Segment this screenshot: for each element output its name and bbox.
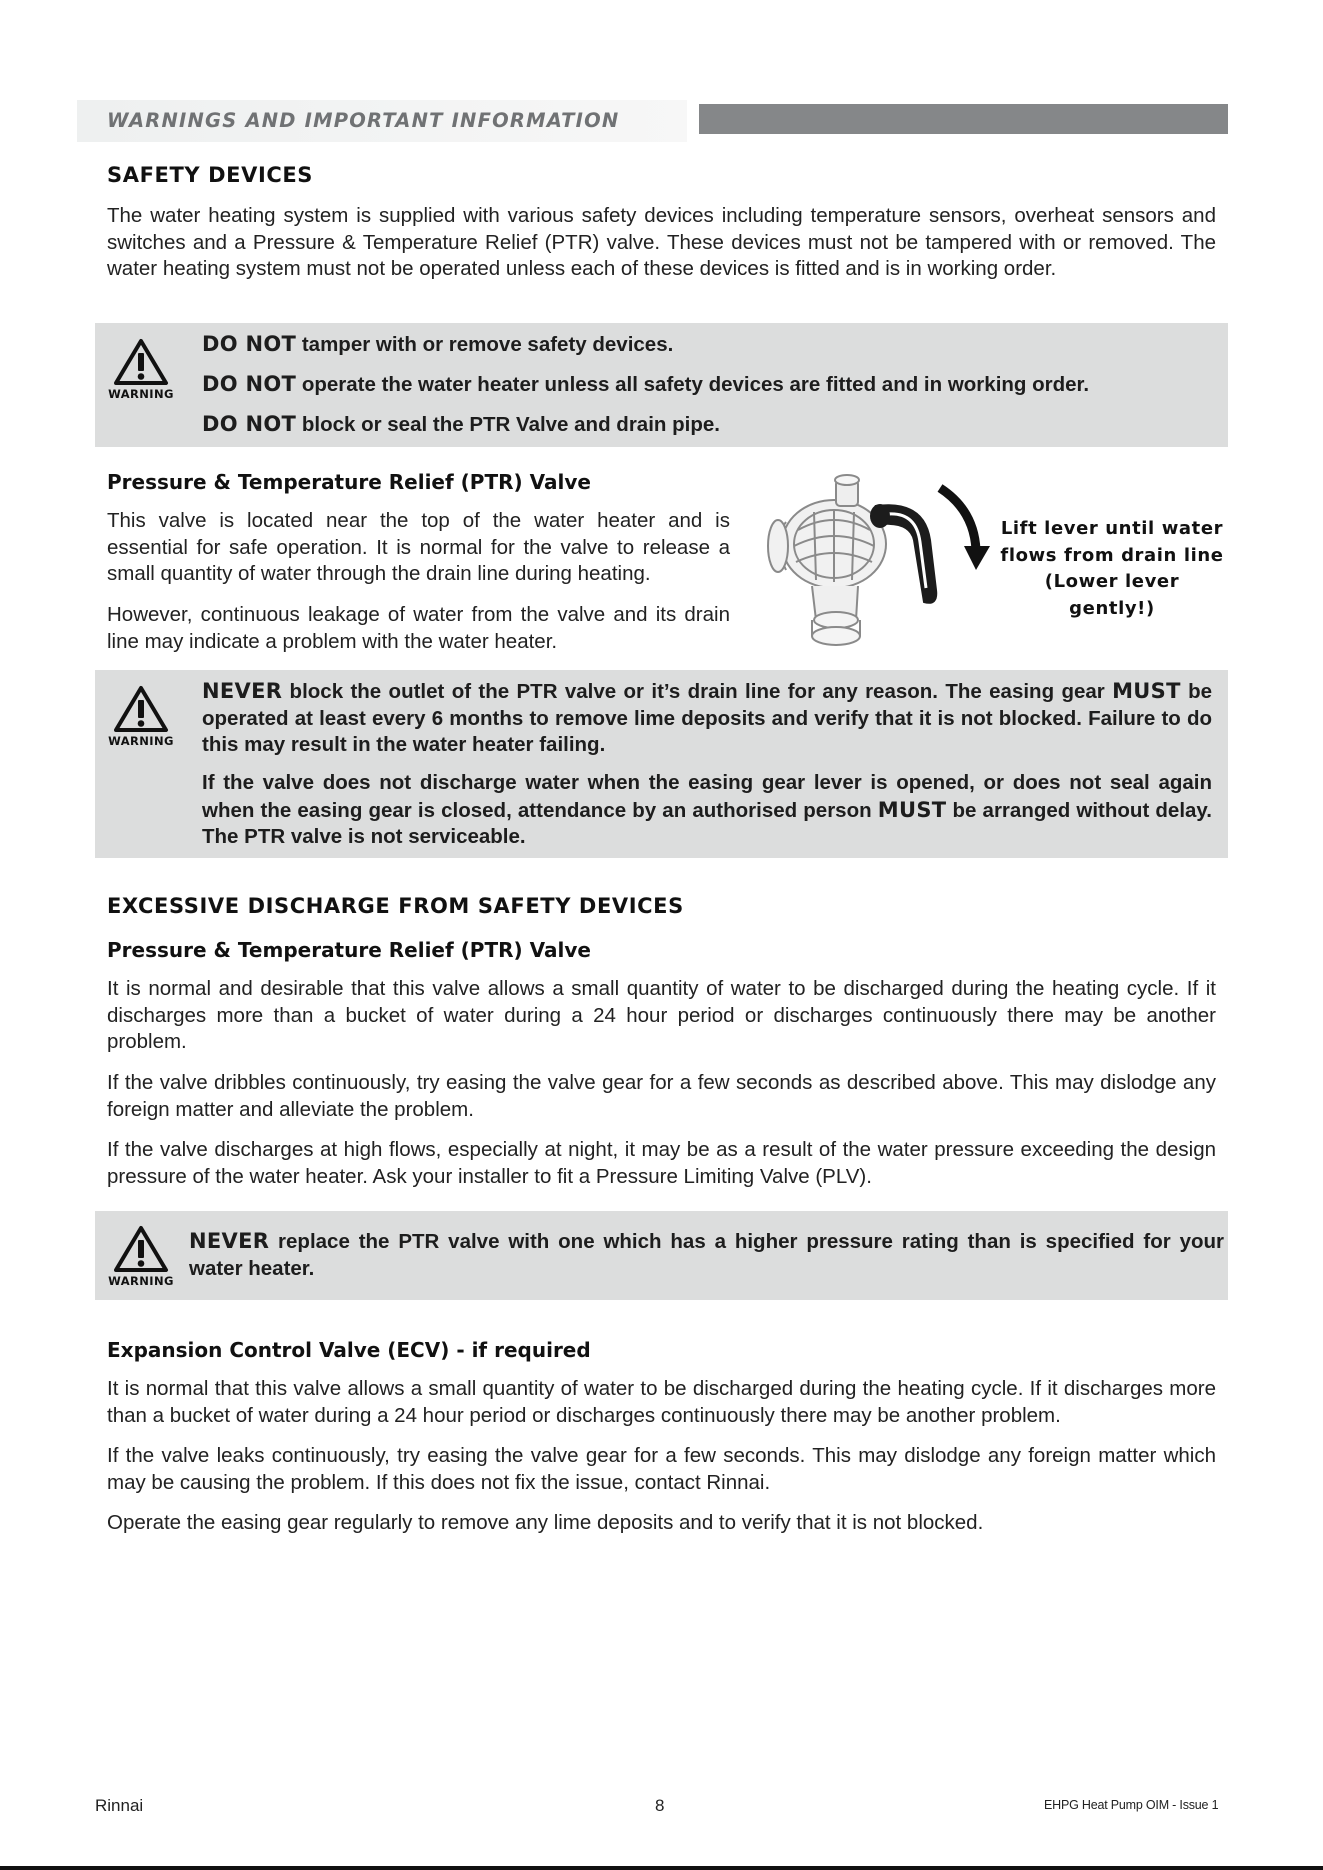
- warning-icon: [107, 1225, 175, 1288]
- ecv-heading: Expansion Control Valve (ECV) - if required: [107, 1338, 591, 1362]
- warning-text: be operated at least every 6 months to remove lime deposits and verify that it is not blocked. Failure to do this may result in the water heater failing.: [202, 680, 1212, 756]
- warning-text: block the outlet of the PTR valve or it’s drain line for any reason. The easing gear: [282, 680, 1113, 703]
- ecv-para-3: Operate the easing gear regularly to remove any lime deposits and to verify that it is not blocked.: [107, 1511, 984, 1534]
- warning-label: WARNING: [108, 1274, 174, 1288]
- warning-text: If the valve does not discharge water when the easing gear lever is opened, or does not seal again when the easing gear is closed, attendance by an authorised person: [202, 771, 1212, 822]
- warning-label: WARNING: [108, 734, 174, 748]
- excessive-ptr-subheading: Pressure & Temperature Relief (PTR) Valve: [107, 938, 591, 962]
- warning-label: WARNING: [108, 387, 174, 401]
- warning-text: be arranged without delay. The PTR valve is not serviceable.: [202, 798, 1212, 848]
- warning-keyword: DO NOT: [202, 412, 297, 436]
- footer-document-id: EHPG Heat Pump OIM - Issue 1: [1044, 1798, 1219, 1812]
- warning-keyword: DO NOT: [202, 332, 297, 356]
- warning-text: replace the PTR valve with one which has a higher pressure rating than is specified for your water heater.: [189, 1230, 1224, 1280]
- section-header-bar: [699, 104, 1228, 134]
- warning-paragraph: [202, 770, 1212, 851]
- safety-devices-body: The water heating system is supplied with various safety devices including temperature sensors, overheat sensors and switches and a Pressure & Temperature Relief (PTR) valve. These devices must not be tampered with or removed. The water heating system must not be operated unless each of these devices is fitted and is in working order.: [107, 204, 1216, 280]
- excessive-discharge-heading: EXCESSIVE DISCHARGE FROM SAFETY DEVICES: [107, 894, 684, 918]
- warning-icon: [107, 338, 175, 401]
- warning-paragraph: [189, 1228, 1224, 1282]
- ecv-para-2: If the valve leaks continuously, try easing the valve gear for a few seconds. This may dislodge any foreign matter which may be causing the problem. If this does not fix the issue, contact Rinnai.: [107, 1444, 1216, 1494]
- warning-keyword: MUST: [1112, 679, 1181, 703]
- footer-page-number: 8: [655, 1796, 665, 1815]
- footer-brand: Rinnai: [95, 1796, 144, 1815]
- safety-devices-heading: SAFETY DEVICES: [107, 163, 314, 187]
- excessive-para-3: If the valve discharges at high flows, especially at night, it may be as a result of the water pressure exceeding the design pressure of the water heater. Ask your installer to fit a Pressure Limiting Valve (PLV).: [107, 1138, 1216, 1188]
- warning-text: operate the water heater unless all safety devices are fitted and in working order.: [296, 373, 1090, 396]
- warning-line: [202, 371, 1212, 399]
- warning-keyword: MUST: [877, 797, 947, 822]
- warning-line: [202, 331, 1212, 359]
- warning-line: [202, 411, 1212, 439]
- excessive-para-1: It is normal and desirable that this valve allows a small quantity of water to be discharged during the heating cycle. If it discharges more than a bucket of water during a 24 hour period or discharges continuously there may be another problem.: [107, 977, 1216, 1053]
- ecv-para-1: It is normal that this valve allows a small quantity of water to be discharged during the heating cycle. If it discharges more than a bucket of water during a 24 hour period or discharges continuously there may be another problem.: [107, 1377, 1216, 1427]
- warning-box-safety-devices: [95, 323, 1228, 447]
- ptr-figure-caption: [1000, 516, 1224, 622]
- ptr-valve-heading: Pressure & Temperature Relief (PTR) Valve: [107, 470, 591, 494]
- warning-text: block or seal the PTR Valve and drain pipe.: [296, 413, 720, 436]
- warning-box-ptr-replacement: [95, 1211, 1228, 1300]
- warning-keyword: DO NOT: [202, 372, 297, 396]
- warning-keyword: NEVER: [189, 1229, 270, 1253]
- warning-paragraph: [202, 678, 1212, 759]
- caption-line: (Lower lever gently!): [1044, 571, 1180, 619]
- warning-box-ptr-valve: [95, 670, 1228, 858]
- caption-line: Lift lever until water: [1000, 518, 1224, 539]
- ptr-valve-para-1: This valve is located near the top of the water heater and is essential for safe operation. It is normal for the valve to release a small quantity of water through the drain line during heating.: [107, 509, 730, 585]
- warning-keyword: NEVER: [202, 679, 283, 703]
- excessive-para-2: If the valve dribbles continuously, try easing the valve gear for a few seconds as described above. This may dislodge any foreign matter and alleviate the problem.: [107, 1071, 1216, 1121]
- caption-line: flows from drain line: [1000, 544, 1224, 566]
- warning-text: tamper with or remove safety devices.: [296, 333, 674, 356]
- warning-icon: [107, 685, 175, 748]
- ptr-valve-para-2: However, continuous leakage of water from the valve and its drain line may indicate a problem with the water heater.: [107, 603, 730, 653]
- bottom-page-rule: [0, 1866, 1323, 1870]
- section-header-title: WARNINGS AND IMPORTANT INFORMATION: [107, 109, 620, 132]
- ptr-valve-illustration: [764, 470, 996, 650]
